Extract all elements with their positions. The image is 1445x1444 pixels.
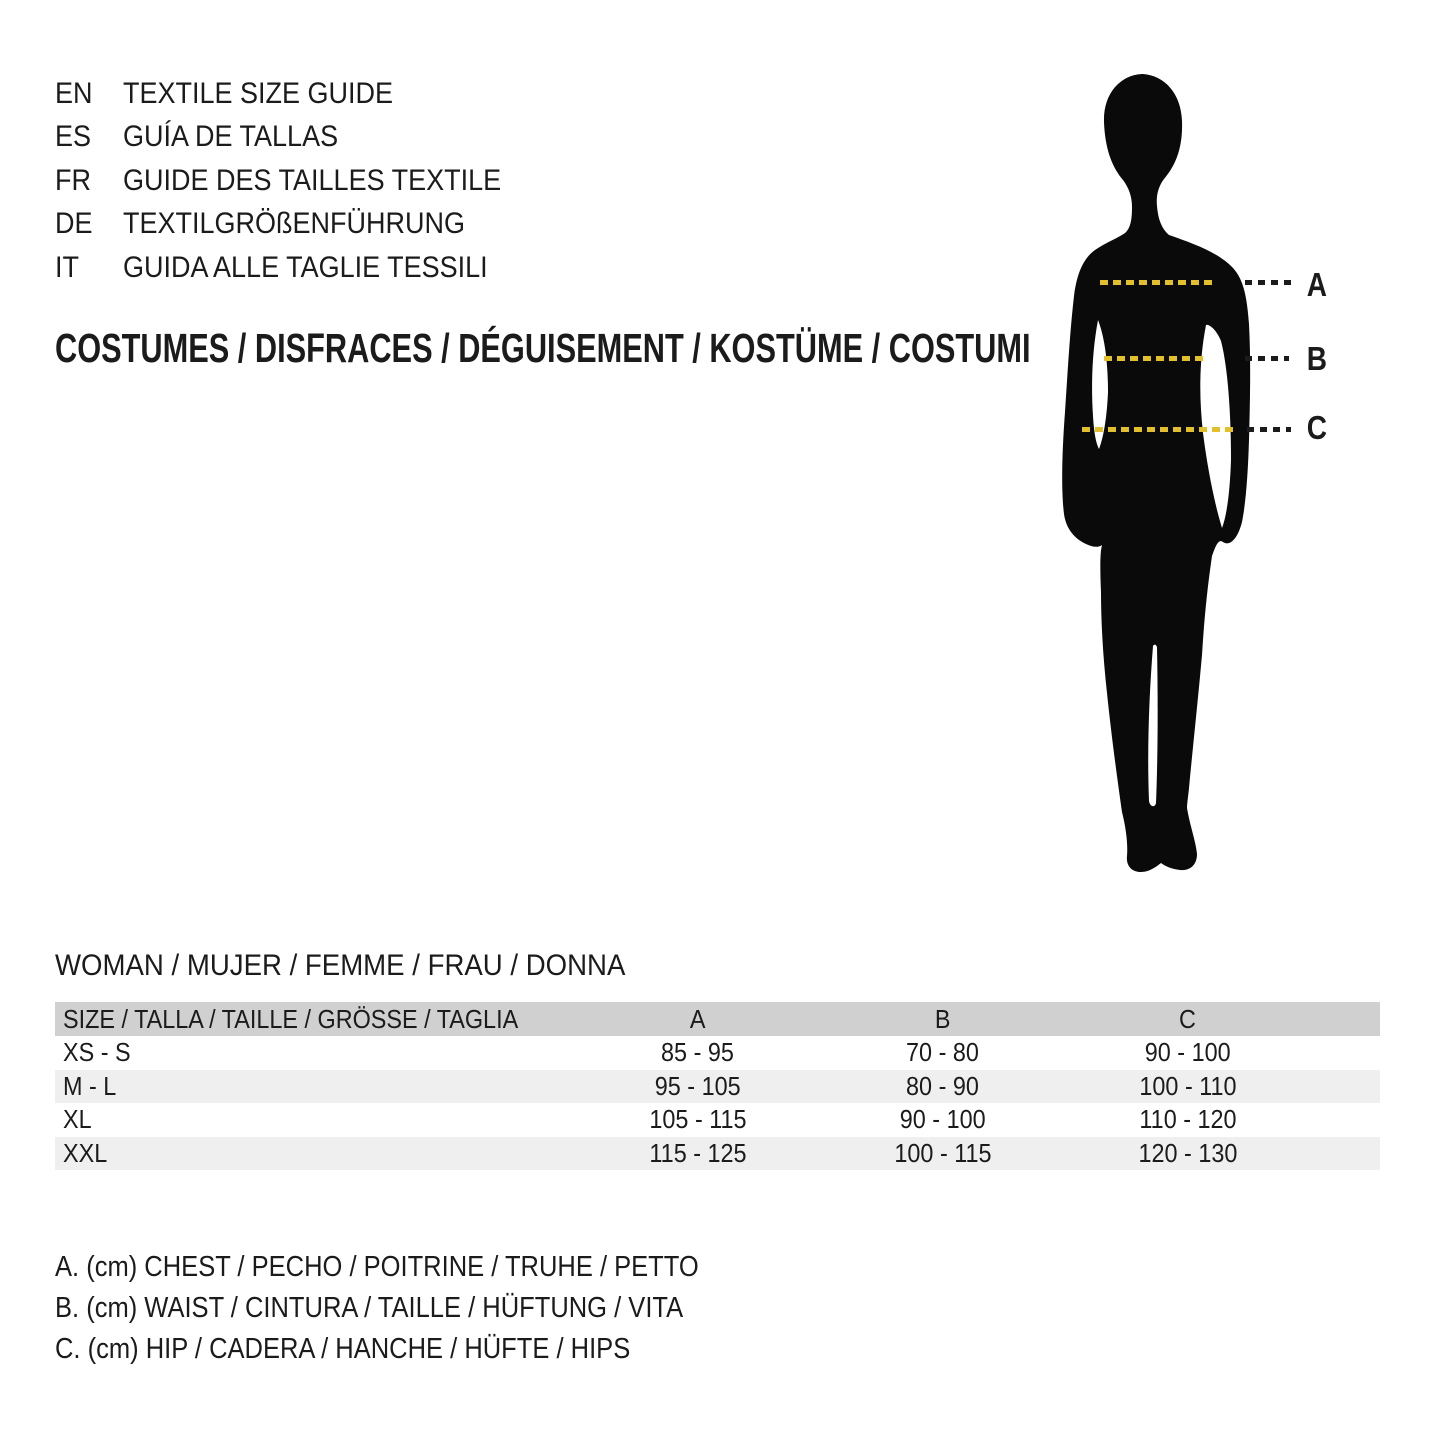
lang-title: TEXTILE SIZE GUIDE: [123, 76, 394, 110]
waist-leader-line: [1245, 356, 1289, 361]
gender-heading: WOMAN / MUJER / FEMME / FRAU / DONNA: [55, 949, 626, 982]
chest-range-cell: 95 - 105: [654, 1070, 741, 1101]
legend-line-chest: A. (cm) CHEST / PECHO / POITRINE / TRUHE / PETTO: [55, 1251, 699, 1283]
woman-silhouette: [1020, 60, 1310, 890]
size-table-header-row: [55, 1002, 1380, 1036]
legend-line-hip: C. (cm) HIP / CADERA / HANCHE / HÜFTE / HIPS: [55, 1333, 631, 1365]
lang-code: IT: [55, 250, 80, 284]
lang-code: EN: [55, 76, 93, 110]
size-cell: XL: [63, 1104, 92, 1135]
hip-range-cell: 110 - 120: [1138, 1104, 1237, 1135]
size-cell: XXL: [63, 1137, 108, 1168]
lang-title: GUIDA ALLE TAGLIE TESSILI: [123, 250, 488, 284]
hip-range-cell: 90 - 100: [1144, 1037, 1231, 1068]
size-column-header: SIZE / TALLA / TAILLE / GRÖSSE / TAGLIA: [63, 1003, 519, 1034]
lang-row-en: [55, 72, 543, 116]
waist-range-cell: 90 - 100: [899, 1104, 986, 1135]
col-header-a: A: [689, 1003, 706, 1034]
lang-title: TEXTILGRÖßENFÜHRUNG: [123, 207, 466, 241]
hip-measure-line: [1082, 427, 1238, 432]
lang-row-fr: [55, 159, 543, 203]
legend-line-waist: B. (cm) WAIST / CINTURA / TAILLE / HÜFTUNG / VITA: [55, 1292, 684, 1324]
col-header-c: C: [1179, 1003, 1196, 1034]
lang-code: DE: [55, 207, 93, 241]
table-row-xs-s: [55, 1036, 1380, 1070]
waist-range-cell: 70 - 80: [906, 1037, 979, 1068]
size-cell: M - L: [63, 1070, 117, 1101]
measurement-legend: [55, 1247, 787, 1370]
size-cell: XS - S: [63, 1037, 131, 1068]
measure-label-b: B: [1306, 340, 1328, 377]
chest-range-cell: 85 - 95: [661, 1037, 734, 1068]
lang-code: ES: [55, 120, 92, 154]
lang-title: GUÍA DE TALLAS: [123, 120, 339, 154]
waist-range-cell: 80 - 90: [906, 1070, 979, 1101]
waist-range-cell: 100 - 115: [893, 1137, 992, 1168]
chest-measure-line: [1100, 280, 1212, 285]
lang-code: FR: [55, 163, 91, 197]
measure-label-c: C: [1306, 409, 1328, 446]
chest-range-cell: 105 - 115: [648, 1104, 747, 1135]
lang-title: GUIDE DES TAILLES TEXTILE: [123, 163, 502, 197]
measure-label-a: A: [1306, 266, 1328, 303]
waist-measure-line: [1104, 356, 1207, 361]
table-row-m-l: [55, 1070, 1380, 1104]
category-heading: COSTUMES / DISFRACES / DÉGUISEMENT / KOSTÜME / COSTUMI: [55, 325, 1031, 371]
size-table: [55, 1002, 1380, 1170]
lang-row-es: [55, 116, 543, 160]
col-header-b: B: [934, 1003, 951, 1034]
hip-range-cell: 120 - 130: [1138, 1137, 1237, 1168]
chest-leader-line: [1245, 280, 1293, 285]
table-row-xxl: [55, 1137, 1380, 1171]
hip-leader-line: [1247, 427, 1291, 432]
language-title-list: [55, 72, 543, 290]
table-row-xl: [55, 1103, 1380, 1137]
lang-row-it: [55, 246, 543, 290]
hip-range-cell: 100 - 110: [1138, 1070, 1237, 1101]
lang-row-de: [55, 203, 543, 247]
chest-range-cell: 115 - 125: [648, 1137, 747, 1168]
